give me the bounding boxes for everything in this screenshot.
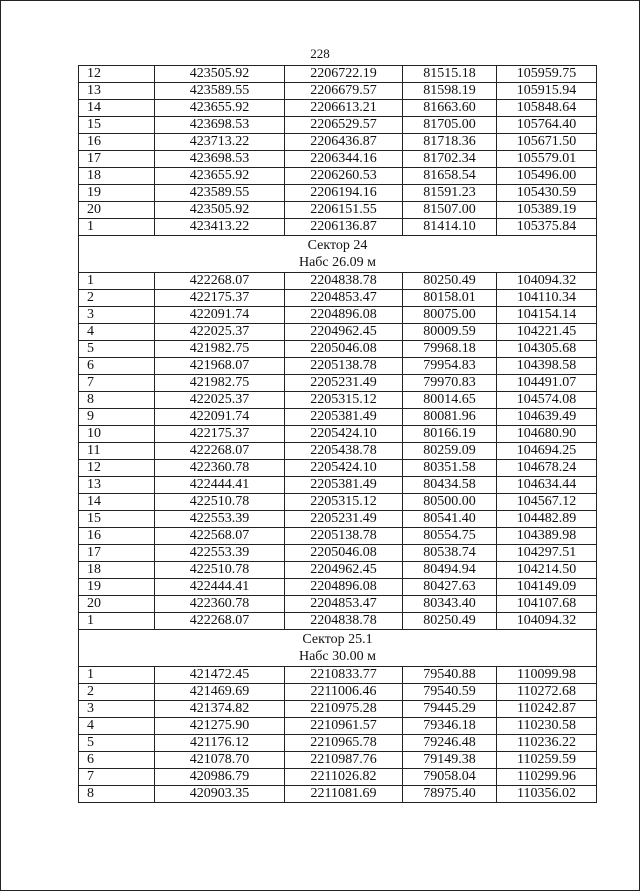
table-row bbox=[79, 375, 597, 392]
local-y-cell: 104305.68 bbox=[497, 341, 597, 358]
local-x-cell: 80250.49 bbox=[403, 613, 497, 630]
local-x-cell: 81591.23 bbox=[403, 185, 497, 202]
x-coordinate-cell: 422360.78 bbox=[155, 460, 285, 477]
local-x-cell: 80494.94 bbox=[403, 562, 497, 579]
x-coordinate-cell: 422510.78 bbox=[155, 562, 285, 579]
point-number-cell: 15 bbox=[79, 117, 155, 134]
point-number-cell: 2 bbox=[79, 290, 155, 307]
table-row bbox=[79, 66, 597, 83]
table-row bbox=[79, 528, 597, 545]
local-y-cell: 105579.01 bbox=[497, 151, 597, 168]
local-y-cell: 110356.02 bbox=[497, 786, 597, 803]
local-y-cell: 104389.98 bbox=[497, 528, 597, 545]
local-x-cell: 81414.10 bbox=[403, 219, 497, 236]
local-y-cell: 104678.24 bbox=[497, 460, 597, 477]
y-coordinate-cell: 2206151.55 bbox=[285, 202, 403, 219]
coordinates-table bbox=[78, 65, 597, 803]
y-coordinate-cell: 2204962.45 bbox=[285, 324, 403, 341]
local-x-cell: 81663.60 bbox=[403, 100, 497, 117]
point-number-cell: 12 bbox=[79, 460, 155, 477]
local-y-cell: 104634.44 bbox=[497, 477, 597, 494]
local-x-cell: 80009.59 bbox=[403, 324, 497, 341]
local-x-cell: 80250.49 bbox=[403, 273, 497, 290]
local-y-cell: 104574.08 bbox=[497, 392, 597, 409]
y-coordinate-cell: 2210965.78 bbox=[285, 735, 403, 752]
local-x-cell: 79445.29 bbox=[403, 701, 497, 718]
point-number-cell: 18 bbox=[79, 168, 155, 185]
table-row bbox=[79, 562, 597, 579]
x-coordinate-cell: 422091.74 bbox=[155, 409, 285, 426]
x-coordinate-cell: 422444.41 bbox=[155, 477, 285, 494]
point-number-cell: 20 bbox=[79, 596, 155, 613]
table-row bbox=[79, 392, 597, 409]
y-coordinate-cell: 2211006.46 bbox=[285, 684, 403, 701]
sector-header-row bbox=[79, 236, 597, 273]
local-x-cell: 79970.83 bbox=[403, 375, 497, 392]
point-number-cell: 18 bbox=[79, 562, 155, 579]
point-number-cell: 11 bbox=[79, 443, 155, 460]
table-row bbox=[79, 219, 597, 236]
y-coordinate-cell: 2204896.08 bbox=[285, 307, 403, 324]
sector-title: Сектор 25.1 bbox=[302, 632, 373, 647]
table-row bbox=[79, 511, 597, 528]
x-coordinate-cell: 422268.07 bbox=[155, 613, 285, 630]
local-y-cell: 110242.87 bbox=[497, 701, 597, 718]
y-coordinate-cell: 2205231.49 bbox=[285, 511, 403, 528]
local-y-cell: 104567.12 bbox=[497, 494, 597, 511]
point-number-cell: 15 bbox=[79, 511, 155, 528]
local-y-cell: 105671.50 bbox=[497, 134, 597, 151]
local-x-cell: 81702.34 bbox=[403, 151, 497, 168]
local-x-cell: 81515.18 bbox=[403, 66, 497, 83]
table-row bbox=[79, 358, 597, 375]
table-row bbox=[79, 579, 597, 596]
local-y-cell: 110272.68 bbox=[497, 684, 597, 701]
local-y-cell: 104297.51 bbox=[497, 545, 597, 562]
local-x-cell: 79149.38 bbox=[403, 752, 497, 769]
local-y-cell: 105848.64 bbox=[497, 100, 597, 117]
local-y-cell: 104149.09 bbox=[497, 579, 597, 596]
y-coordinate-cell: 2205046.08 bbox=[285, 545, 403, 562]
table-row bbox=[79, 324, 597, 341]
local-y-cell: 104214.50 bbox=[497, 562, 597, 579]
y-coordinate-cell: 2205231.49 bbox=[285, 375, 403, 392]
y-coordinate-cell: 2206194.16 bbox=[285, 185, 403, 202]
x-coordinate-cell: 423505.92 bbox=[155, 66, 285, 83]
table-row bbox=[79, 460, 597, 477]
page-number: 228 bbox=[310, 46, 330, 61]
local-x-cell: 81658.54 bbox=[403, 168, 497, 185]
local-y-cell: 105430.59 bbox=[497, 185, 597, 202]
local-y-cell: 104107.68 bbox=[497, 596, 597, 613]
y-coordinate-cell: 2206613.21 bbox=[285, 100, 403, 117]
point-number-cell: 20 bbox=[79, 202, 155, 219]
y-coordinate-cell: 2205381.49 bbox=[285, 477, 403, 494]
y-coordinate-cell: 2205138.78 bbox=[285, 528, 403, 545]
table-row bbox=[79, 718, 597, 735]
local-y-cell: 104398.58 bbox=[497, 358, 597, 375]
x-coordinate-cell: 421472.45 bbox=[155, 667, 285, 684]
local-y-cell: 104639.49 bbox=[497, 409, 597, 426]
point-number-cell: 8 bbox=[79, 392, 155, 409]
local-x-cell: 78975.40 bbox=[403, 786, 497, 803]
x-coordinate-cell: 420903.35 bbox=[155, 786, 285, 803]
x-coordinate-cell: 421275.90 bbox=[155, 718, 285, 735]
local-y-cell: 104221.45 bbox=[497, 324, 597, 341]
local-y-cell: 110299.96 bbox=[497, 769, 597, 786]
y-coordinate-cell: 2206436.87 bbox=[285, 134, 403, 151]
sector-header-cell bbox=[79, 236, 597, 273]
y-coordinate-cell: 2205315.12 bbox=[285, 392, 403, 409]
y-coordinate-cell: 2206136.87 bbox=[285, 219, 403, 236]
x-coordinate-cell: 423589.55 bbox=[155, 185, 285, 202]
y-coordinate-cell: 2205438.78 bbox=[285, 443, 403, 460]
x-coordinate-cell: 422025.37 bbox=[155, 392, 285, 409]
x-coordinate-cell: 421982.75 bbox=[155, 341, 285, 358]
local-y-cell: 105959.75 bbox=[497, 66, 597, 83]
local-x-cell: 79968.18 bbox=[403, 341, 497, 358]
local-y-cell: 105375.84 bbox=[497, 219, 597, 236]
point-number-cell: 4 bbox=[79, 324, 155, 341]
table-row bbox=[79, 443, 597, 460]
x-coordinate-cell: 422175.37 bbox=[155, 290, 285, 307]
x-coordinate-cell: 422553.39 bbox=[155, 511, 285, 528]
point-number-cell: 4 bbox=[79, 718, 155, 735]
y-coordinate-cell: 2205381.49 bbox=[285, 409, 403, 426]
y-coordinate-cell: 2204853.47 bbox=[285, 290, 403, 307]
local-x-cell: 80541.40 bbox=[403, 511, 497, 528]
table-row bbox=[79, 477, 597, 494]
y-coordinate-cell: 2206679.57 bbox=[285, 83, 403, 100]
sector-header-row bbox=[79, 630, 597, 667]
table-row bbox=[79, 545, 597, 562]
point-number-cell: 3 bbox=[79, 701, 155, 718]
point-number-cell: 7 bbox=[79, 769, 155, 786]
local-y-cell: 110099.98 bbox=[497, 667, 597, 684]
point-number-cell: 19 bbox=[79, 185, 155, 202]
table-row bbox=[79, 100, 597, 117]
y-coordinate-cell: 2205424.10 bbox=[285, 460, 403, 477]
x-coordinate-cell: 422025.37 bbox=[155, 324, 285, 341]
table-row bbox=[79, 752, 597, 769]
local-y-cell: 105764.40 bbox=[497, 117, 597, 134]
table-row bbox=[79, 341, 597, 358]
x-coordinate-cell: 423713.22 bbox=[155, 134, 285, 151]
y-coordinate-cell: 2206260.53 bbox=[285, 168, 403, 185]
x-coordinate-cell: 422175.37 bbox=[155, 426, 285, 443]
point-number-cell: 13 bbox=[79, 477, 155, 494]
table-row bbox=[79, 409, 597, 426]
local-y-cell: 104482.89 bbox=[497, 511, 597, 528]
point-number-cell: 5 bbox=[79, 735, 155, 752]
table-row bbox=[79, 735, 597, 752]
local-x-cell: 79540.59 bbox=[403, 684, 497, 701]
local-y-cell: 105915.94 bbox=[497, 83, 597, 100]
local-y-cell: 104094.32 bbox=[497, 273, 597, 290]
local-x-cell: 81705.00 bbox=[403, 117, 497, 134]
table-row bbox=[79, 426, 597, 443]
table-row bbox=[79, 494, 597, 511]
x-coordinate-cell: 422444.41 bbox=[155, 579, 285, 596]
local-x-cell: 80434.58 bbox=[403, 477, 497, 494]
local-x-cell: 79954.83 bbox=[403, 358, 497, 375]
x-coordinate-cell: 421078.70 bbox=[155, 752, 285, 769]
local-x-cell: 81718.36 bbox=[403, 134, 497, 151]
table-row bbox=[79, 83, 597, 100]
point-number-cell: 6 bbox=[79, 752, 155, 769]
local-x-cell: 80014.65 bbox=[403, 392, 497, 409]
point-number-cell: 7 bbox=[79, 375, 155, 392]
x-coordinate-cell: 422553.39 bbox=[155, 545, 285, 562]
local-y-cell: 110230.58 bbox=[497, 718, 597, 735]
x-coordinate-cell: 422360.78 bbox=[155, 596, 285, 613]
point-number-cell: 5 bbox=[79, 341, 155, 358]
x-coordinate-cell: 422510.78 bbox=[155, 494, 285, 511]
sector-header-cell bbox=[79, 630, 597, 667]
x-coordinate-cell: 423698.53 bbox=[155, 117, 285, 134]
table-row bbox=[79, 134, 597, 151]
y-coordinate-cell: 2206529.57 bbox=[285, 117, 403, 134]
x-coordinate-cell: 423655.92 bbox=[155, 100, 285, 117]
y-coordinate-cell: 2205138.78 bbox=[285, 358, 403, 375]
point-number-cell: 17 bbox=[79, 545, 155, 562]
sector-height: Набс 30.00 м bbox=[298, 649, 377, 664]
y-coordinate-cell: 2204838.78 bbox=[285, 273, 403, 290]
x-coordinate-cell: 421374.82 bbox=[155, 701, 285, 718]
y-coordinate-cell: 2206344.16 bbox=[285, 151, 403, 168]
local-x-cell: 80351.58 bbox=[403, 460, 497, 477]
point-number-cell: 1 bbox=[79, 613, 155, 630]
local-x-cell: 80075.00 bbox=[403, 307, 497, 324]
local-x-cell: 80081.96 bbox=[403, 409, 497, 426]
point-number-cell: 6 bbox=[79, 358, 155, 375]
local-y-cell: 104094.32 bbox=[497, 613, 597, 630]
y-coordinate-cell: 2205315.12 bbox=[285, 494, 403, 511]
point-number-cell: 12 bbox=[79, 66, 155, 83]
local-y-cell: 105496.00 bbox=[497, 168, 597, 185]
sector-height: Набс 26.09 м bbox=[298, 255, 377, 270]
table-row bbox=[79, 202, 597, 219]
x-coordinate-cell: 422268.07 bbox=[155, 443, 285, 460]
y-coordinate-cell: 2204838.78 bbox=[285, 613, 403, 630]
x-coordinate-cell: 423698.53 bbox=[155, 151, 285, 168]
local-y-cell: 104491.07 bbox=[497, 375, 597, 392]
y-coordinate-cell: 2204853.47 bbox=[285, 596, 403, 613]
table-row bbox=[79, 613, 597, 630]
table-row bbox=[79, 786, 597, 803]
x-coordinate-cell: 421968.07 bbox=[155, 358, 285, 375]
local-x-cell: 80538.74 bbox=[403, 545, 497, 562]
point-number-cell: 1 bbox=[79, 273, 155, 290]
x-coordinate-cell: 422268.07 bbox=[155, 273, 285, 290]
point-number-cell: 3 bbox=[79, 307, 155, 324]
local-x-cell: 79540.88 bbox=[403, 667, 497, 684]
local-y-cell: 110259.59 bbox=[497, 752, 597, 769]
point-number-cell: 17 bbox=[79, 151, 155, 168]
x-coordinate-cell: 423655.92 bbox=[155, 168, 285, 185]
local-x-cell: 80259.09 bbox=[403, 443, 497, 460]
table-row bbox=[79, 168, 597, 185]
local-x-cell: 80427.63 bbox=[403, 579, 497, 596]
x-coordinate-cell: 421176.12 bbox=[155, 735, 285, 752]
y-coordinate-cell: 2210987.76 bbox=[285, 752, 403, 769]
point-number-cell: 14 bbox=[79, 494, 155, 511]
local-x-cell: 81598.19 bbox=[403, 83, 497, 100]
x-coordinate-cell: 422091.74 bbox=[155, 307, 285, 324]
x-coordinate-cell: 421982.75 bbox=[155, 375, 285, 392]
point-number-cell: 9 bbox=[79, 409, 155, 426]
y-coordinate-cell: 2210833.77 bbox=[285, 667, 403, 684]
y-coordinate-cell: 2206722.19 bbox=[285, 66, 403, 83]
local-y-cell: 104694.25 bbox=[497, 443, 597, 460]
sector-title: Сектор 24 bbox=[307, 238, 368, 253]
y-coordinate-cell: 2210961.57 bbox=[285, 718, 403, 735]
y-coordinate-cell: 2205424.10 bbox=[285, 426, 403, 443]
local-x-cell: 80343.40 bbox=[403, 596, 497, 613]
y-coordinate-cell: 2211081.69 bbox=[285, 786, 403, 803]
x-coordinate-cell: 422568.07 bbox=[155, 528, 285, 545]
table-row bbox=[79, 307, 597, 324]
y-coordinate-cell: 2205046.08 bbox=[285, 341, 403, 358]
table-row bbox=[79, 596, 597, 613]
table-row bbox=[79, 667, 597, 684]
local-x-cell: 81507.00 bbox=[403, 202, 497, 219]
x-coordinate-cell: 421469.69 bbox=[155, 684, 285, 701]
local-x-cell: 79346.18 bbox=[403, 718, 497, 735]
table-row bbox=[79, 117, 597, 134]
coordinates-table-body bbox=[79, 66, 597, 803]
point-number-cell: 1 bbox=[79, 219, 155, 236]
y-coordinate-cell: 2210975.28 bbox=[285, 701, 403, 718]
table-row bbox=[79, 769, 597, 786]
table-row bbox=[79, 151, 597, 168]
local-x-cell: 80500.00 bbox=[403, 494, 497, 511]
x-coordinate-cell: 423413.22 bbox=[155, 219, 285, 236]
point-number-cell: 16 bbox=[79, 528, 155, 545]
local-y-cell: 110236.22 bbox=[497, 735, 597, 752]
table-row bbox=[79, 290, 597, 307]
point-number-cell: 16 bbox=[79, 134, 155, 151]
x-coordinate-cell: 423589.55 bbox=[155, 83, 285, 100]
local-y-cell: 104680.90 bbox=[497, 426, 597, 443]
local-x-cell: 80158.01 bbox=[403, 290, 497, 307]
x-coordinate-cell: 423505.92 bbox=[155, 202, 285, 219]
local-y-cell: 105389.19 bbox=[497, 202, 597, 219]
point-number-cell: 13 bbox=[79, 83, 155, 100]
local-x-cell: 80166.19 bbox=[403, 426, 497, 443]
local-x-cell: 80554.75 bbox=[403, 528, 497, 545]
point-number-cell: 8 bbox=[79, 786, 155, 803]
local-y-cell: 104110.34 bbox=[497, 290, 597, 307]
point-number-cell: 1 bbox=[79, 667, 155, 684]
table-row bbox=[79, 701, 597, 718]
local-x-cell: 79246.48 bbox=[403, 735, 497, 752]
y-coordinate-cell: 2204896.08 bbox=[285, 579, 403, 596]
local-x-cell: 79058.04 bbox=[403, 769, 497, 786]
point-number-cell: 14 bbox=[79, 100, 155, 117]
point-number-cell: 10 bbox=[79, 426, 155, 443]
table-row bbox=[79, 185, 597, 202]
table-row bbox=[79, 273, 597, 290]
y-coordinate-cell: 2204962.45 bbox=[285, 562, 403, 579]
local-y-cell: 104154.14 bbox=[497, 307, 597, 324]
point-number-cell: 19 bbox=[79, 579, 155, 596]
x-coordinate-cell: 420986.79 bbox=[155, 769, 285, 786]
point-number-cell: 2 bbox=[79, 684, 155, 701]
table-row bbox=[79, 684, 597, 701]
y-coordinate-cell: 2211026.82 bbox=[285, 769, 403, 786]
